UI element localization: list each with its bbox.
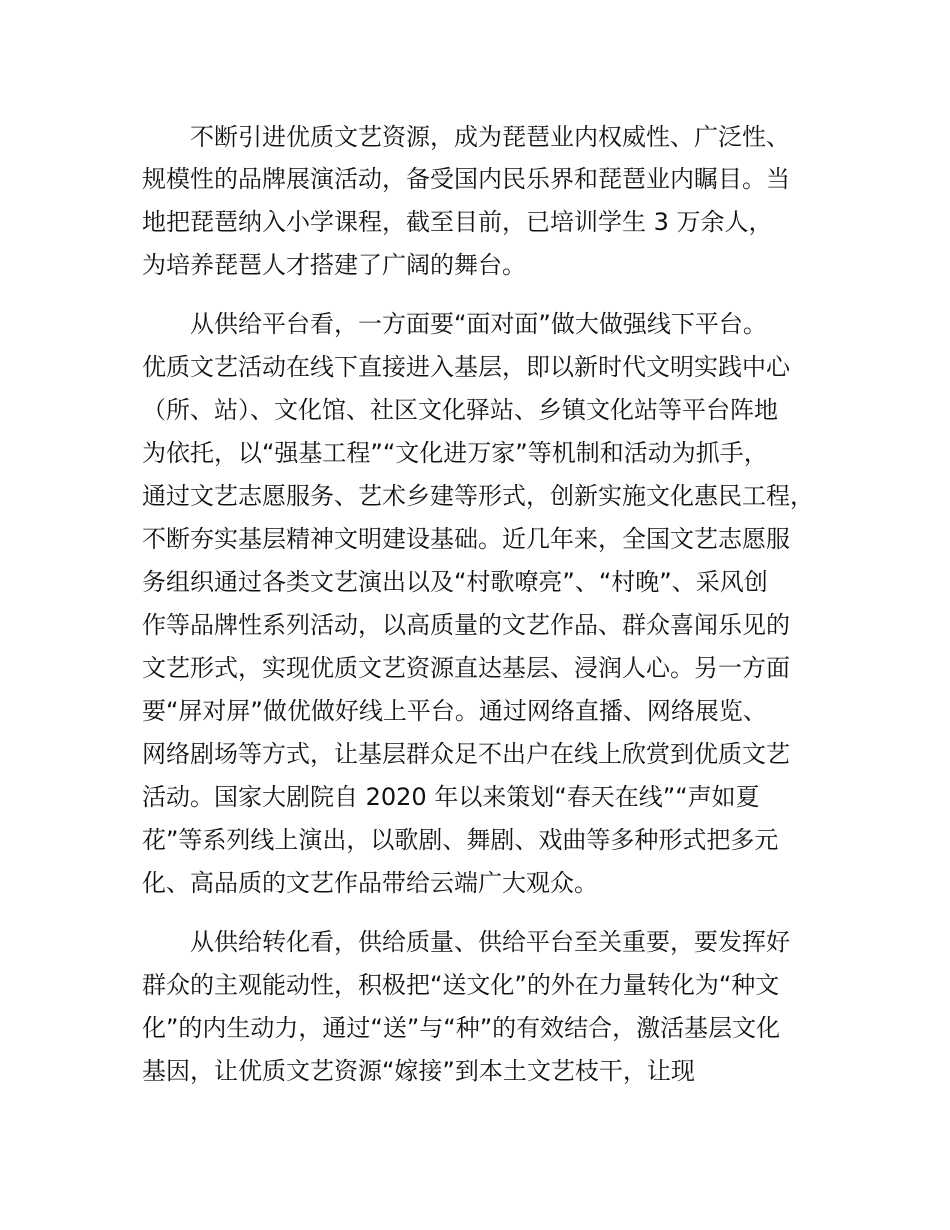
paragraph-line: 不断夯实基层精神文明建设基础。近几年来，全国文艺志愿服 — [142, 525, 790, 553]
paragraph-line: 从供给转化看，供给质量、供给平台至关重要，要发挥好 — [190, 928, 790, 956]
paragraph-line: 网络剧场等方式，让基层群众足不出户在线上欣赏到优质文艺 — [142, 740, 790, 768]
paragraph-line: 活动。国家大剧院自 2020 年以来策划“春天在线”“声如夏 — [142, 783, 760, 811]
paragraph-line: 要“屏对屏”做优做好线上平台。通过网络直播、网络展览、 — [142, 697, 767, 725]
paragraph-line: 从供给平台看，一方面要“面对面”做大做强线下平台。 — [190, 310, 767, 338]
paragraph-line: 群众的主观能动性，积极把“送文化”的外在力量转化为“种文 — [142, 971, 780, 999]
paragraph-line: 作等品牌性系列活动，以高质量的文艺作品、群众喜闻乐见的 — [142, 611, 790, 639]
paragraph-line: 不断引进优质文艺资源，成为琵琶业内权威性、广泛性、 — [190, 123, 790, 151]
paragraph-line: 化”的内生动力，通过“送”与“种”的有效结合，激活基层文化 — [142, 1014, 781, 1042]
paragraph-line: 务组织通过各类文艺演出以及“村歌嘹亮”、“村晚”、采风创 — [142, 568, 768, 596]
paragraph-line: 通过文艺志愿服务、艺术乡建等形式，创新实施文化惠民工程， — [142, 482, 814, 510]
paragraph-line: 为依托，以“强基工程”“文化进万家”等机制和活动为抓手， — [142, 439, 768, 467]
paragraph-line: 化、高品质的文艺作品带给云端广大观众。 — [142, 869, 598, 897]
paragraph-line: 优质文艺活动在线下直接进入基层，即以新时代文明实践中心 — [142, 353, 790, 381]
paragraph-line: 文艺形式，实现优质文艺资源直达基层、浸润人心。另一方面 — [142, 654, 790, 682]
paragraph-line: （所、站）、文化馆、社区文化驿站、乡镇文化站等平台阵地 — [142, 396, 778, 424]
paragraph-line: 为培养琵琶人才搭建了广阔的舞台。 — [142, 251, 526, 279]
paragraph-line: 地把琵琶纳入小学课程，截至目前，已培训学生 3 万余人， — [142, 208, 773, 236]
paragraph-line: 基因，让优质文艺资源“嫁接”到本土文艺枝干，让现 — [142, 1057, 695, 1085]
paragraph-line: 规模性的品牌展演活动，备受国内民乐界和琵琶业内瞩目。当 — [142, 165, 790, 193]
paragraph-line: 花”等系列线上演出，以歌剧、舞剧、戏曲等多种形式把多元 — [142, 826, 779, 854]
